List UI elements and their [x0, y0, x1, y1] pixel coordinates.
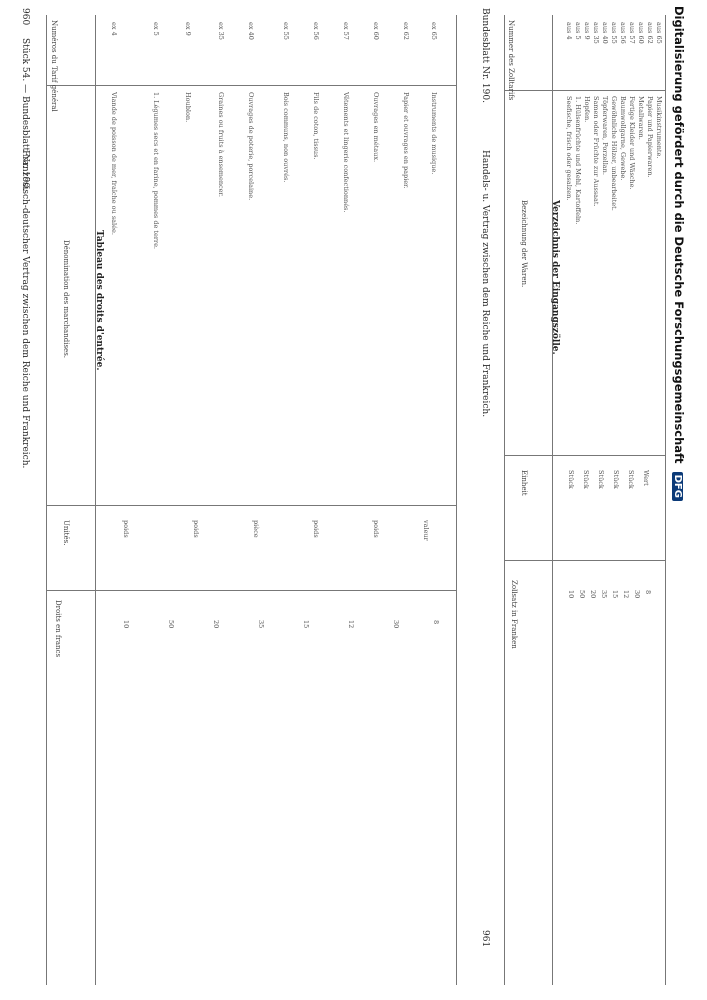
left-value: 10 — [122, 620, 130, 629]
left-row-text: Houblon. — [184, 92, 192, 123]
right-unit: Stück — [582, 470, 590, 489]
left-value: 50 — [167, 620, 175, 629]
left-row-number: ex 5 — [152, 22, 160, 36]
right-value: 12 — [622, 590, 630, 599]
left-page-title: Französisch-deutscher Vertrag zwischen dem Reiche und Frankreich. — [20, 150, 30, 469]
left-row-number: ex 4 — [110, 22, 118, 36]
right-row-number: aus 35 — [592, 22, 600, 44]
right-page-number: 961 — [480, 930, 490, 948]
left-col-divider-2 — [46, 505, 456, 506]
right-table-border-top — [504, 15, 505, 985]
left-value: 8 — [432, 620, 440, 625]
left-row-text: Bois communs, non ouvrés. — [282, 92, 290, 183]
left-col-numbers-head: Numéros du Tarif général — [50, 20, 58, 112]
right-row-number: aus 40 — [601, 22, 609, 44]
left-row-text: Ouvrages de poterie, porcelaine. — [247, 92, 255, 201]
right-row-number: aus 56 — [619, 22, 627, 44]
right-table-border-bottom — [665, 15, 666, 985]
left-value: 12 — [347, 620, 355, 629]
left-unit: poids — [312, 520, 320, 538]
left-unit: poids — [192, 520, 200, 538]
right-value: 50 — [578, 590, 586, 599]
right-row-number: aus 5 — [574, 22, 582, 40]
left-value: 30 — [392, 620, 400, 629]
right-unit: Stück — [612, 470, 620, 489]
right-row-text: Seefische, frisch oder gesalzen. — [565, 96, 573, 201]
right-col-divider-1 — [504, 90, 665, 91]
right-row-number: aus 62 — [646, 22, 654, 44]
left-row-text: Fils de coton, tissus. — [312, 92, 320, 160]
right-col-numbers-head: Nummer des Zolltarifs — [507, 20, 515, 101]
left-table-header-rule — [95, 15, 96, 985]
right-col-description-head: Bezeichnung der Waren. — [520, 200, 528, 288]
right-col-divider-3 — [504, 560, 665, 561]
right-unit: Stück — [627, 470, 635, 489]
right-row-text: Metallwaren. — [637, 96, 645, 140]
left-table-border-top — [46, 15, 47, 985]
right-unit: Stück — [567, 470, 575, 489]
right-value: 20 — [589, 590, 597, 599]
left-col-duties-head: Droits en francs — [54, 600, 62, 658]
right-row-text: Gewöhnliche Hölzer, unbearbeitet. — [610, 96, 618, 211]
left-row-number: ex 57 — [342, 22, 350, 40]
dfg-logo-icon: DFG — [672, 472, 683, 501]
right-row-number: aus 4 — [565, 22, 573, 40]
left-row-text: 1. Légumes secs et en farine, pommes de terre. — [152, 92, 160, 249]
right-row-text: Töpferwaren, Porzellan. — [601, 96, 609, 175]
right-row-number: aus 65 — [655, 22, 663, 44]
left-row-text: Papier et ouvrages en papier. — [402, 92, 410, 189]
left-value: 35 — [257, 620, 265, 629]
left-row-number: ex 35 — [217, 22, 225, 40]
left-row-number: ex 9 — [184, 22, 192, 36]
left-unit: valeur — [422, 520, 430, 541]
left-col-divider-3 — [46, 590, 456, 591]
right-value: 8 — [644, 590, 652, 595]
right-col-duty-head: Zollsatz in Franken — [510, 580, 518, 649]
right-row-number: aus 55 — [610, 22, 618, 44]
left-col-description-head: Dénomination des marchandises. — [62, 240, 70, 359]
left-row-number: ex 60 — [372, 22, 380, 40]
right-row-text: 1. Hülsenfrüchte und Mehl, Kartoffeln. — [574, 96, 582, 225]
left-row-number: ex 55 — [282, 22, 290, 40]
right-unit: Wert — [642, 470, 650, 486]
left-value: 20 — [212, 620, 220, 629]
right-row-text: Musikinstrumente. — [655, 96, 663, 159]
right-row-number: aus 60 — [637, 22, 645, 44]
right-value: 30 — [633, 590, 641, 599]
right-col-unit-head: Einheit — [520, 470, 528, 496]
left-unit: poids — [122, 520, 130, 538]
left-row-text: Viande de poisson de mer, fraîche ou salée. — [110, 92, 118, 235]
right-row-text: Baumwollgarne, Gewebe. — [619, 96, 627, 181]
right-page-title: Handels- u. Vertrag zwischen dem Reiche und Frankreich. — [480, 150, 490, 418]
left-row-text: Instruments de musique. — [430, 92, 438, 175]
left-table-border-bottom — [456, 15, 457, 985]
right-section-title: Verzeichnis der Eingangszölle. — [550, 200, 560, 355]
right-value: 10 — [567, 590, 575, 599]
left-row-number: ex 56 — [312, 22, 320, 40]
right-row-number: aus 57 — [628, 22, 636, 44]
left-section-title: Tableau des droits d'entrée. — [94, 230, 104, 371]
right-row-number: aus 9 — [583, 22, 591, 40]
left-col-divider-1 — [46, 85, 456, 86]
right-row-text: Hopfen. — [583, 96, 591, 123]
right-row-text: Samen oder Früchte zur Aussaat. — [592, 96, 600, 207]
dfg-watermark — [672, 6, 686, 806]
left-row-number: ex 65 — [430, 22, 438, 40]
left-unit: poids — [372, 520, 380, 538]
left-value: 15 — [302, 620, 310, 629]
right-col-divider-2 — [504, 455, 665, 456]
left-row-text: Vêtements et lingerie confectionnés. — [342, 92, 350, 213]
left-col-units-head: Unités. — [62, 520, 70, 546]
left-row-number: ex 40 — [247, 22, 255, 40]
left-row-number: ex 62 — [402, 22, 410, 40]
right-value: 15 — [611, 590, 619, 599]
dfg-watermark-text: Digitalisierung gefördert durch die Deutsche Forschungsgemeinschaft — [672, 6, 686, 464]
right-page-header: Bundesblatt Nr. 190. — [480, 8, 490, 103]
right-row-text: Fertige Kleider und Wäsche. — [628, 96, 636, 190]
right-unit: Stück — [597, 470, 605, 489]
left-unit: pièce — [252, 520, 260, 538]
right-table-header-rule — [552, 15, 553, 985]
left-page-header: Stück 54. — Bundesblatt Nr. 190. — [20, 38, 30, 191]
left-page-number: 960 — [20, 8, 30, 26]
right-value: 35 — [600, 590, 608, 599]
left-row-text: Graines ou fruits à ensemencer. — [217, 92, 225, 197]
left-row-text: Ouvrages en métaux. — [372, 92, 380, 163]
right-row-text: Papier und Papierwaren. — [646, 96, 654, 178]
